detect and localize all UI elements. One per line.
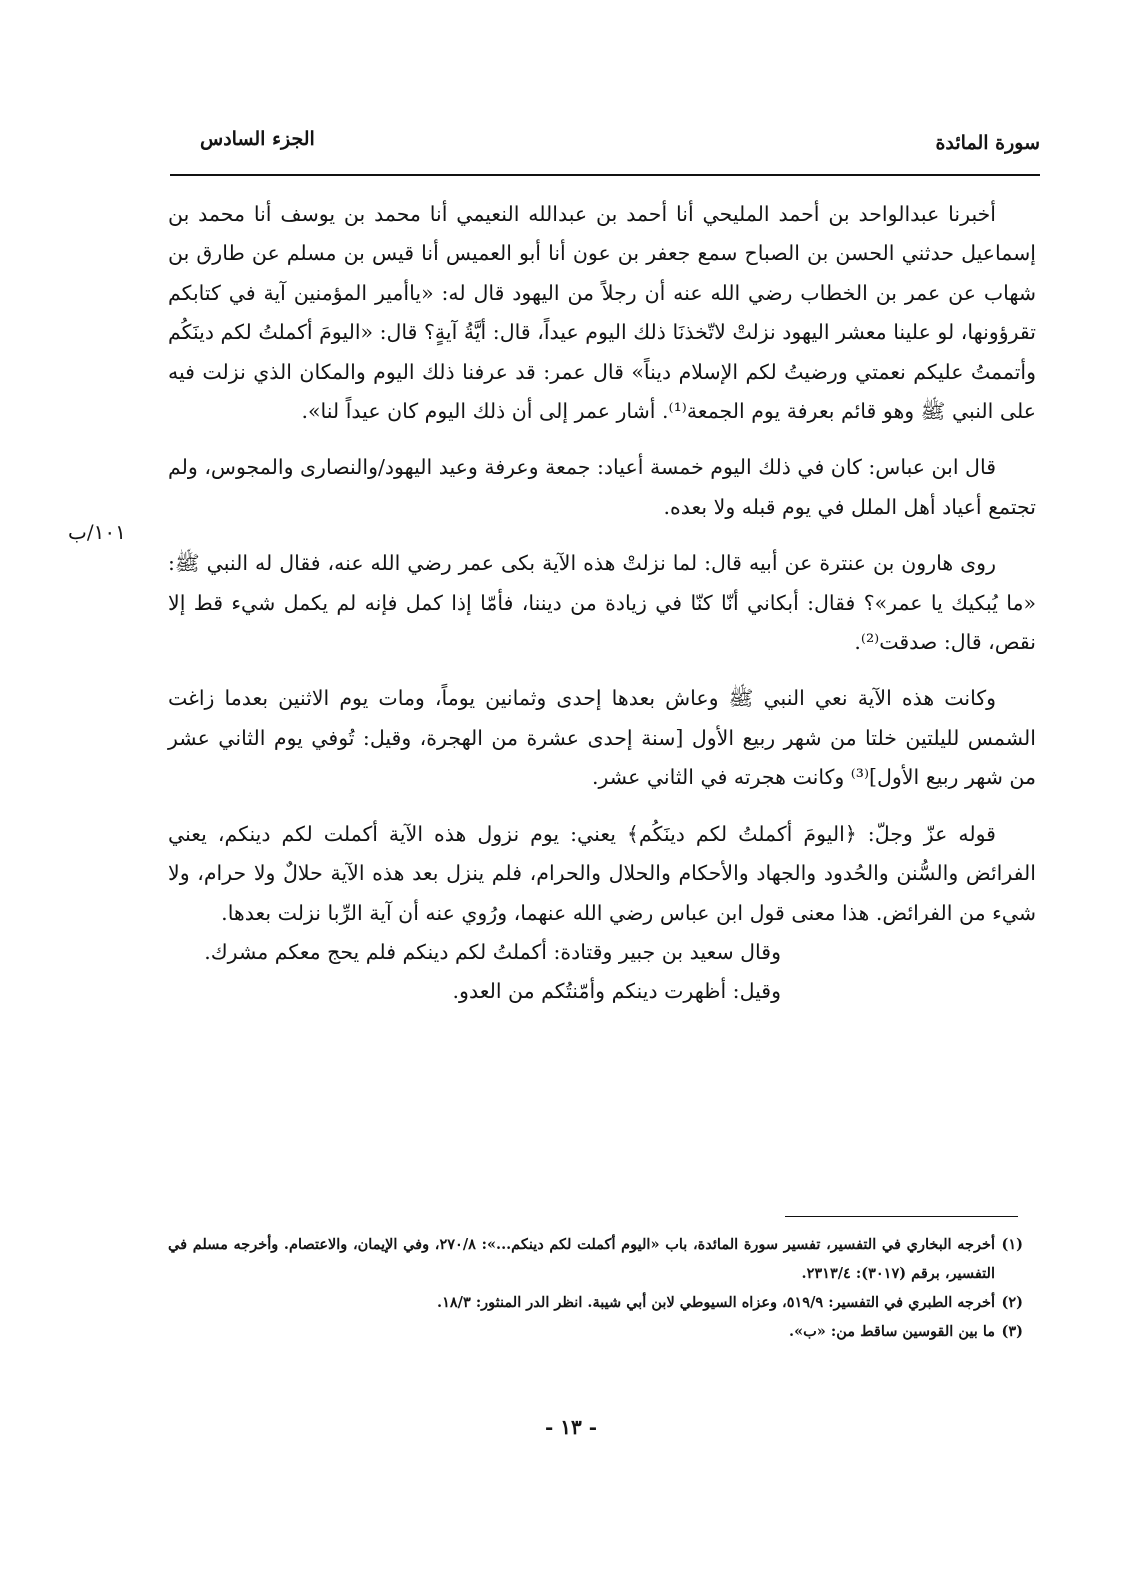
footnote-item <box>168 1230 1023 1288</box>
juz-title: الجزء السادس <box>200 128 315 150</box>
footnote-number: (٣) <box>1001 1323 1023 1340</box>
footnote-item <box>168 1317 1023 1346</box>
footnote-item <box>168 1288 1023 1317</box>
short-line: وقيل: أظهرت دينكم وأمّنتُكم من العدو. <box>452 979 781 1004</box>
page-number: - ١٣ - <box>545 1415 598 1439</box>
header-rule <box>170 174 1040 176</box>
short-line: وقال سعيد بن جبير وقتادة: أكملتُ لكم دينكم فلم يحج معكم مشرك. <box>204 939 781 964</box>
paragraph: روى هارون بن عنترة عن أبيه قال: لما نزلتْ هذه الآية بكى عمر رضي الله عنه، فقال له النبي ﷺ: «ما يُبكيك يا عمر»؟ فقال: أبكاني أنّا كنّا في زيادة من ديننا، فأمّا إذا كمل فإنه لم يكمل شيء قط إلا نقص، قال: صدقت⁽²⁾. <box>168 551 1036 655</box>
manuscript-folio-ref: ١٠١/ب <box>68 520 126 544</box>
paragraph: وكانت هذه الآية نعي النبي ﷺ وعاش بعدها إحدى وثمانين يوماً، ومات يوم الاثنين بعدما زاغت الشمس لليلتين خلتا من شهر ربيع الأول [سنة إحدى عشرة من الهجرة، وقيل: تُوفي يوم الثاني عشر من شهر ربيع الأول]⁽³⁾ وكانت هجرته في الثاني عشر. <box>168 686 1036 790</box>
paragraph: قال ابن عباس: كان في ذلك اليوم خمسة أعياد: جمعة وعرفة وعيد اليهود/والنصارى والمجوس، ولم تجتمع أعياد أهل الملل في يوم قبله ولا بعده. <box>168 455 1036 519</box>
surah-title: سورة المائدة <box>935 132 1040 154</box>
footnote-number: (١) <box>1001 1236 1023 1253</box>
footnote-separator <box>785 1216 1018 1217</box>
paragraph: قوله عزّ وجلّ: ﴿اليومَ أكملتُ لكم دينَكُم﴾ يعني: يوم نزول هذه الآية أكملت لكم دينكم، يعني الفرائض والسُّنن والحُدود والجهاد والأحكام والحلال والحرام، فلم ينزل بعد هذه الآية حلالٌ ولا حرام، ولا شيء من الفرائض. هذا معنى قول ابن عباس رضي الله عنهما، ورُوي عنه أن آية الرِّبا نزلت بعدها. <box>168 821 1036 925</box>
footnote-text: أخرجه الطبري في التفسير: ٥١٩/٩، وعزاه السيوطي لابن أبي شيبة. انظر الدر المنثور: ١٨/٣. <box>437 1294 995 1311</box>
paragraph: أخبرنا عبدالواحد بن أحمد المليحي أنا أحمد بن عبدالله النعيمي أنا محمد بن يوسف أنا محمد بن إسماعيل حدثني الحسن بن الصباح سمع جعفر بن عون أنا أبو العميس أنا قيس بن مسلم عن طارق بن شهاب عن عمر بن الخطاب رضي الله عنه أن رجلاً من اليهود قال له: «ياأمير المؤمنين آية في كتابكم تقرؤونها، لو علينا معشر اليهود نزلتْ لاتّخذنَا ذلك اليوم عيداً، قال: أيَّةُ آيةٍ؟ قال: «اليومَ أكملتُ لكم دينَكُم وأتممتُ عليكم نعمتي ورضيتُ لكم الإسلام ديناً» قال عمر: قد عرفنا ذلك اليوم والمكان الذي نزلت فيه على النبي ﷺ وهو قائم بعرفة يوم الجمعة⁽¹⁾. أشار عمر إلى أن ذلك اليوم كان عيداً لنا». <box>168 202 1036 424</box>
page-header <box>170 118 1040 178</box>
footnote-text: أخرجه البخاري في التفسير، تفسير سورة المائدة، باب «اليوم أكملت لكم دينكم...»: ٢٧٠/٨، وفي الإيمان، والاعتصام. وأخرجه مسلم في التفسير، برقم (٣٠١٧): ٢٣١٣/٤. <box>168 1236 995 1282</box>
footnotes <box>168 1230 1023 1346</box>
footnote-text: ما بين القوسين ساقط من: «ب». <box>789 1323 995 1340</box>
main-text <box>168 195 1036 1012</box>
footnote-number: (٢) <box>1001 1294 1023 1311</box>
